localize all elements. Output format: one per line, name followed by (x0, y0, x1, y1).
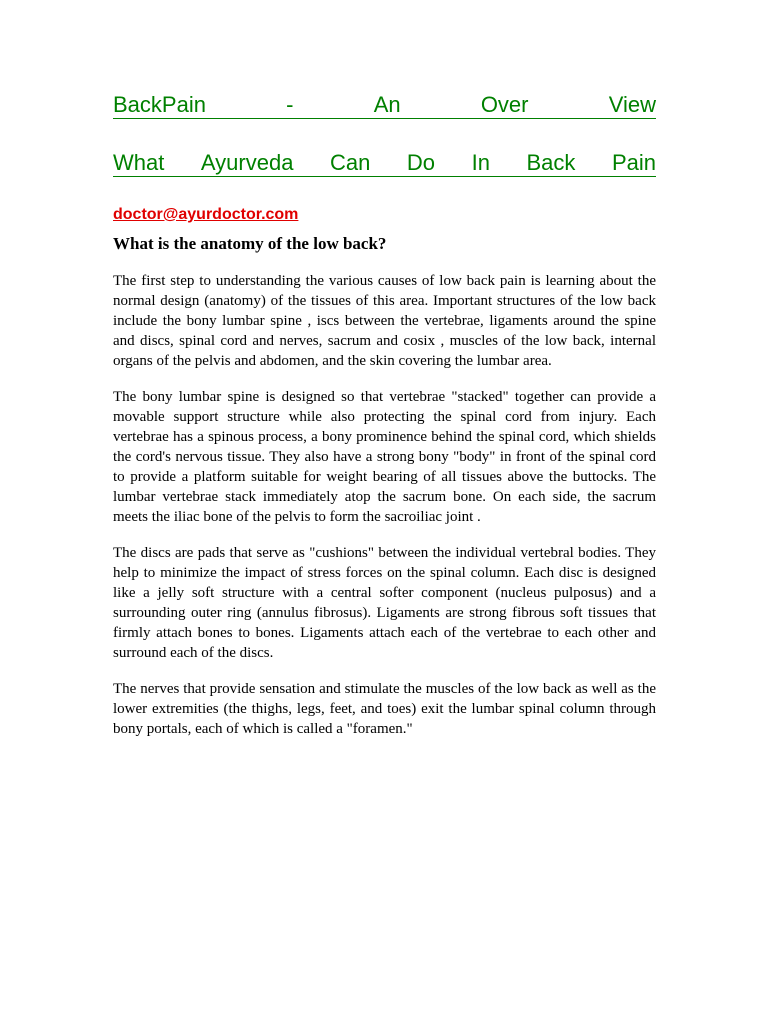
title-word: Ayurveda (200, 150, 294, 175)
title-word: Do (406, 150, 436, 175)
title-word: Over (480, 92, 529, 117)
paragraph: The nerves that provide sensation and stimulate the muscles of the low back as well as the lower extremities (the thighs, legs, feet, and toes) exit the lumbar spinal column through bony portals, each of which is called a "foramen." (113, 681, 656, 737)
paragraph: The discs are pads that serve as "cushions" between the individual vertebral bodies. They help to minimize the impact of stress forces on the spinal column. Each disc is designed like a jelly soft structure with a central softer component (nucleus pulposus) and a surrounding outer ring (annulus fibrosus). Ligaments are strong fibrous soft tissues that firmly attach bones to bones. Ligaments attach each of the vertebrae to each other and surround each of the discs. (113, 545, 656, 661)
document-title-line-2 (113, 151, 656, 177)
title-word: What (113, 150, 165, 175)
title-word: BackPain (113, 92, 206, 117)
title-word: Can (330, 150, 371, 175)
paragraph: The first step to understanding the various causes of low back pain is learning about the normal design (anatomy) of the tissues of this area. Important structures of the low back include the bony lumbar spine , iscs between the vertebrae, ligaments around the spine and discs, spinal cord and nerves, sacrum and cosix , muscles of the low back, internal organs of the pelvis and abdomen, and the skin covering the lumbar area. (113, 273, 656, 369)
title-word: Back (526, 150, 576, 175)
title-word: View (608, 92, 656, 117)
paragraph: The bony lumbar spine is designed so that vertebrae "stacked" together can provide a movable support structure while also protecting the spinal cord from injury. Each vertebrae has a spinous process, a bony prominence behind the spinal cord, which shields the cord's nervous tissue. They also have a strong bony "body" in front of the spinal cord to provide a platform suitable for weight bearing of all tissues above the buttocks. The lumbar vertebrae stack immediately atop the sacrum bone. On each side, the sacrum meets the iliac bone of the pelvis to form the sacroiliac joint . (113, 389, 656, 525)
title-word: - (286, 92, 294, 117)
document-title-line-1 (113, 93, 656, 119)
document-page (113, 88, 656, 754)
title-word: Pain (611, 150, 656, 175)
title-word: An (373, 92, 401, 117)
section-heading: What is the anatomy of the low back? (113, 234, 387, 253)
email-link[interactable]: doctor@ayurdoctor.com (113, 206, 299, 223)
title-word: In (471, 150, 490, 175)
